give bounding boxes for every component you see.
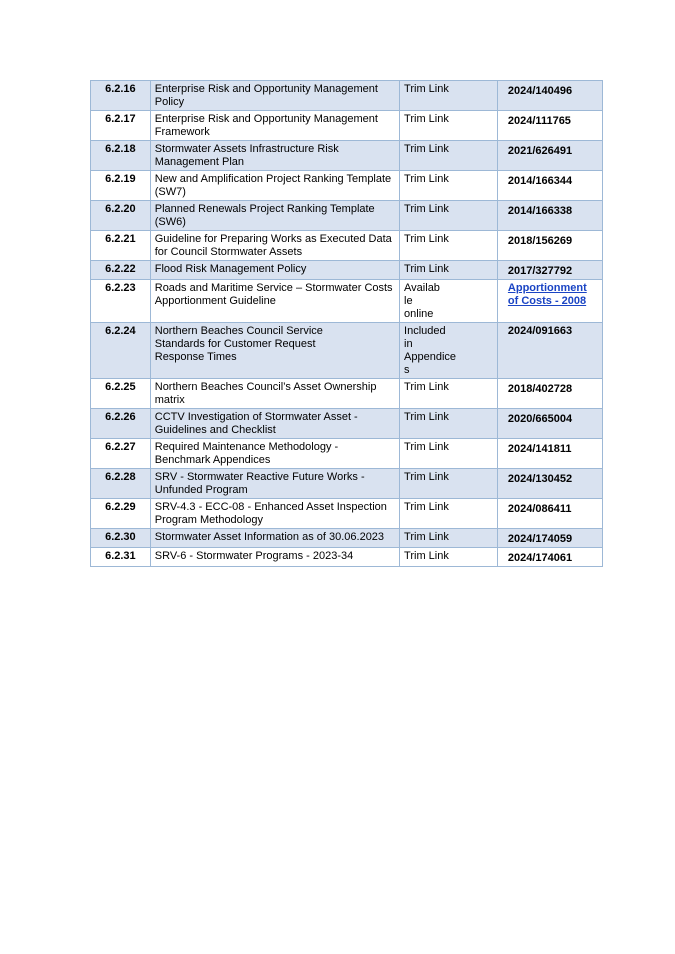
trim-reference-text: 2021/626491 [507, 145, 573, 157]
trim-reference-text: 2024/111765 [507, 115, 571, 127]
section-number: 6.2.26 [91, 409, 151, 439]
document-title: SRV-6 - Stormwater Programs - 2023-34 [150, 548, 399, 567]
document-location [400, 323, 498, 379]
table-row [91, 529, 603, 548]
table-row [91, 323, 603, 379]
document-title: Stormwater Asset Information as of 30.06.2023 [150, 529, 399, 548]
trim-reference [497, 529, 602, 548]
trim-reference-text: 2014/166344 [507, 175, 573, 187]
trim-reference-text: 2024/174061 [507, 552, 573, 564]
document-title: CCTV Investigation of Stormwater Asset - Guidelines and Checklist [150, 409, 399, 439]
document-location: Trim Link [400, 111, 498, 141]
document-title: New and Amplification Project Ranking Template (SW7) [150, 171, 399, 201]
title-line: Standards for Customer Request [154, 338, 316, 350]
title-line: Response Times [154, 351, 237, 363]
trim-reference-text: 2017/327792 [507, 265, 573, 277]
section-number: 6.2.21 [91, 231, 151, 261]
section-number: 6.2.24 [91, 323, 151, 379]
trim-reference-text: 2018/156269 [507, 235, 573, 247]
table-row [91, 548, 603, 567]
document-title: Stormwater Assets Infrastructure Risk Management Plan [150, 141, 399, 171]
table-row [91, 171, 603, 201]
trim-reference-text: 2014/166338 [507, 205, 573, 217]
section-number: 6.2.18 [91, 141, 151, 171]
location-line: le [404, 295, 413, 307]
document-location [400, 280, 498, 323]
section-number: 6.2.20 [91, 201, 151, 231]
trim-reference [497, 81, 602, 111]
location-line: s [404, 364, 410, 376]
trim-reference [497, 111, 602, 141]
section-number: 6.2.31 [91, 548, 151, 567]
document-location: Trim Link [400, 439, 498, 469]
location-line: online [404, 308, 434, 320]
section-number: 6.2.22 [91, 261, 151, 280]
trim-reference [497, 231, 602, 261]
trim-reference [497, 469, 602, 499]
document-location: Trim Link [400, 141, 498, 171]
trim-reference-text: 2024/140496 [507, 85, 573, 97]
document-location: Trim Link [400, 261, 498, 280]
trim-reference-text: 2024/130452 [507, 473, 573, 485]
trim-reference-text: 2024/091663 [507, 325, 573, 337]
section-number: 6.2.23 [91, 280, 151, 323]
section-number: 6.2.29 [91, 499, 151, 529]
document-location: Trim Link [400, 81, 498, 111]
location-line: Appendice [404, 351, 457, 363]
section-number: 6.2.25 [91, 379, 151, 409]
trim-reference [497, 141, 602, 171]
document-location: Trim Link [400, 379, 498, 409]
table-row [91, 499, 603, 529]
document-title: Required Maintenance Methodology - Benchmark Appendices [150, 439, 399, 469]
document-title: SRV-4.3 - ECC-08 - Enhanced Asset Inspection Program Methodology [150, 499, 399, 529]
section-number: 6.2.17 [91, 111, 151, 141]
document-title: Planned Renewals Project Ranking Template (SW6) [150, 201, 399, 231]
apportionment-of-costs-link[interactable]: Apportionment of Costs - 2008 [507, 282, 587, 307]
document-location: Trim Link [400, 231, 498, 261]
trim-reference [497, 201, 602, 231]
title-line: Northern Beaches Council Service [154, 325, 323, 337]
trim-reference [497, 548, 602, 567]
table-row [91, 111, 603, 141]
trim-reference-text: 2020/665004 [507, 413, 573, 425]
document-location: Trim Link [400, 529, 498, 548]
section-number: 6.2.19 [91, 171, 151, 201]
table-row [91, 81, 603, 111]
table-row [91, 201, 603, 231]
document-location: Trim Link [400, 171, 498, 201]
document-title: SRV - Stormwater Reactive Future Works - Unfunded Program [150, 469, 399, 499]
location-line: Included [404, 325, 446, 337]
section-number: 6.2.27 [91, 439, 151, 469]
document-title: Guideline for Preparing Works as Executed Data for Council Stormwater Assets [150, 231, 399, 261]
document-title: Enterprise Risk and Opportunity Management Policy [150, 81, 399, 111]
table-row [91, 141, 603, 171]
document-title: Northern Beaches Council’s Asset Ownership matrix [150, 379, 399, 409]
trim-reference [497, 439, 602, 469]
trim-reference [497, 323, 602, 379]
section-number: 6.2.28 [91, 469, 151, 499]
document-location: Trim Link [400, 201, 498, 231]
table-row [91, 280, 603, 323]
table-row [91, 409, 603, 439]
section-number: 6.2.16 [91, 81, 151, 111]
trim-reference [497, 280, 602, 323]
table-row [91, 231, 603, 261]
trim-reference [497, 379, 602, 409]
table-row [91, 439, 603, 469]
trim-reference [497, 171, 602, 201]
table-row [91, 379, 603, 409]
trim-reference-text: 2018/402728 [507, 383, 573, 395]
trim-reference [497, 261, 602, 280]
document-title: Roads and Maritime Service – Stormwater Costs Apportionment Guideline [150, 280, 399, 323]
document-location: Trim Link [400, 409, 498, 439]
document-location: Trim Link [400, 548, 498, 567]
document-title: Enterprise Risk and Opportunity Management Framework [150, 111, 399, 141]
trim-reference-text: 2024/174059 [507, 533, 573, 545]
document-title [150, 323, 399, 379]
trim-reference [497, 499, 602, 529]
table-row [91, 469, 603, 499]
location-line: in [404, 338, 413, 350]
trim-reference-text: 2024/141811 [507, 443, 572, 455]
table-row [91, 261, 603, 280]
reference-documents-table [90, 80, 603, 567]
trim-reference [497, 409, 602, 439]
document-title: Flood Risk Management Policy [150, 261, 399, 280]
location-line: Availab [404, 282, 440, 294]
document-location: Trim Link [400, 499, 498, 529]
section-number: 6.2.30 [91, 529, 151, 548]
document-location: Trim Link [400, 469, 498, 499]
trim-reference-text: 2024/086411 [507, 503, 572, 515]
